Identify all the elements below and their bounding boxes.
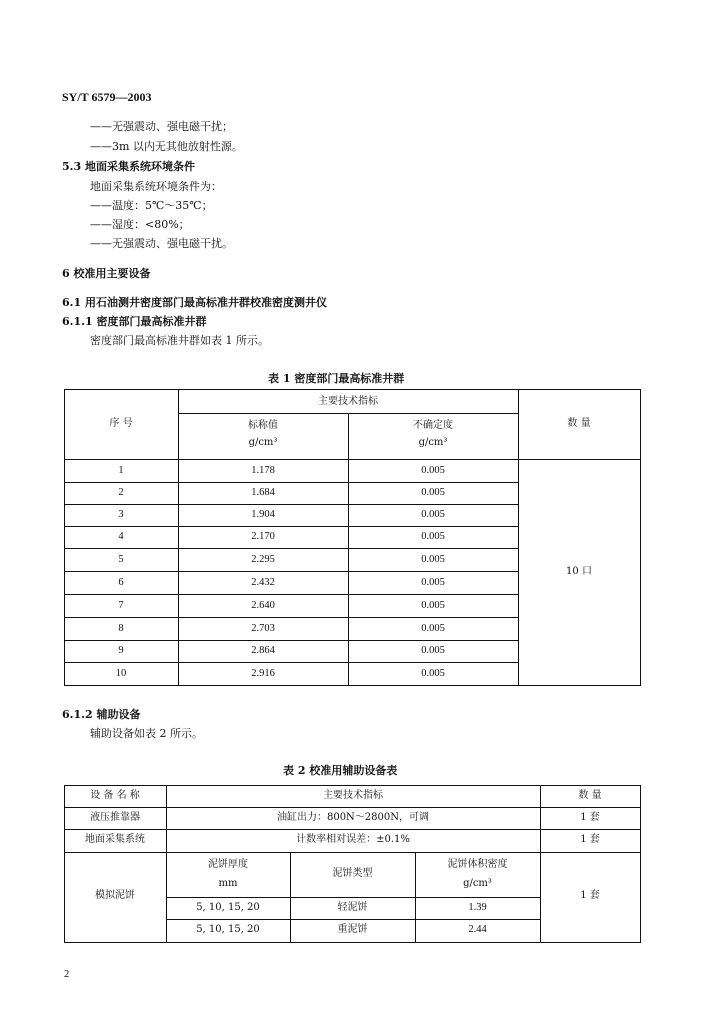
list-item: ——3m 以内无其他放射性源。	[90, 140, 243, 153]
page-number: 2	[64, 969, 70, 980]
paragraph: 辅助设备如表 2 所示。	[90, 727, 203, 740]
cell-spec: 计数率相对误差：±0.1%	[296, 834, 410, 845]
cell-name-mud-cake: 模拟泥饼	[95, 890, 135, 901]
cell-uncertainty: 0.005	[421, 645, 445, 656]
cell-nominal: 2.864	[251, 645, 275, 656]
cell-uncertainty: 0.005	[421, 577, 445, 588]
cell-uncertainty: 0.005	[421, 487, 445, 498]
cell-seq: 7	[118, 600, 124, 611]
list-item: ——无强震动、强电磁干扰；	[90, 120, 233, 133]
table-header-uncertainty-unit: g/cm³	[418, 437, 448, 448]
list-item: ——湿度：<80%；	[90, 218, 190, 231]
table-header-quantity: 数 量	[567, 418, 591, 429]
cell-seq: 1	[118, 465, 124, 476]
cell-thickness: 5, 10, 15, 20	[196, 902, 260, 913]
cell-seq: 2	[118, 487, 124, 498]
cell-spec: 油缸出力：800N～2800N，可调	[276, 812, 430, 823]
table-header-seq: 序 号	[109, 418, 133, 429]
cell-density: 2.44	[468, 924, 487, 935]
section-heading-6: 6 校准用主要设备	[62, 267, 151, 280]
cell-name: 地面采集系统	[85, 834, 145, 845]
table-header-main-specs: 主要技术指标	[318, 396, 378, 407]
table-1-caption: 表 1 密度部门最高标准井群	[268, 372, 405, 385]
table-header-uncertainty: 不确定度	[413, 420, 453, 431]
cell-seq: 4	[118, 531, 124, 542]
document-code: SY/T 6579—2003	[62, 90, 152, 104]
subheader-density: 泥饼体积密度	[447, 859, 508, 870]
cell-type: 轻泥饼	[337, 902, 368, 913]
cell-nominal: 2.432	[251, 577, 275, 588]
cell-uncertainty: 0.005	[421, 509, 445, 520]
cell-quantity: 10 口	[566, 566, 592, 577]
cell-uncertainty: 0.005	[421, 465, 445, 476]
subheader-density-unit: g/cm³	[463, 878, 492, 889]
cell-uncertainty: 0.005	[421, 600, 445, 611]
cell-quantity: 1 套	[580, 890, 600, 901]
table-header-spec: 主要技术指标	[323, 790, 383, 801]
subheader-thickness: 泥饼厚度	[208, 859, 248, 870]
cell-seq: 6	[118, 577, 124, 588]
cell-quantity: 1 套	[580, 834, 600, 845]
cell-thickness: 5, 10, 15, 20	[196, 924, 260, 935]
cell-nominal: 2.295	[251, 554, 275, 565]
cell-quantity: 1 套	[580, 812, 600, 823]
paragraph: 密度部门最高标准井群如表 1 所示。	[90, 334, 269, 347]
table-header-nominal-unit: g/cm³	[248, 437, 278, 448]
cell-nominal: 1.904	[251, 509, 275, 520]
table-header-nominal: 标称值	[248, 420, 278, 431]
paragraph: 地面采集系统环境条件为：	[90, 180, 222, 193]
cell-uncertainty: 0.005	[421, 668, 445, 679]
cell-nominal: 2.170	[251, 531, 275, 542]
cell-uncertainty: 0.005	[421, 531, 445, 542]
cell-seq: 10	[115, 668, 127, 679]
cell-type: 重泥饼	[337, 924, 368, 935]
cell-nominal: 1.684	[251, 487, 275, 498]
cell-nominal: 1.178	[251, 465, 275, 476]
cell-nominal: 2.703	[251, 623, 275, 634]
section-heading-6-1-1: 6.1.1 密度部门最高标准井群	[62, 315, 207, 328]
subheader-type: 泥饼类型	[332, 868, 373, 879]
cell-uncertainty: 0.005	[421, 554, 445, 565]
list-item: ——无强震动、强电磁干扰。	[90, 237, 233, 250]
cell-seq: 5	[118, 554, 124, 565]
section-heading-5-3: 5.3 地面采集系统环境条件	[62, 160, 195, 173]
table-header-name: 设 备 名 称	[90, 790, 140, 801]
table-header-quantity: 数 量	[578, 790, 602, 801]
cell-uncertainty: 0.005	[421, 623, 445, 634]
cell-nominal: 2.916	[251, 668, 275, 679]
cell-seq: 8	[118, 623, 124, 634]
cell-density: 1.39	[468, 902, 487, 913]
cell-nominal: 2.640	[251, 600, 275, 611]
section-heading-6-1-2: 6.1.2 辅助设备	[62, 708, 141, 721]
section-heading-6-1: 6.1 用石油测井密度部门最高标准井群校准密度测井仪	[62, 296, 327, 309]
cell-seq: 3	[118, 509, 124, 520]
table-2-caption: 表 2 校准用辅助设备表	[283, 764, 398, 777]
list-item: ——温度：5℃～35℃；	[90, 199, 213, 212]
cell-name: 液压推靠器	[90, 812, 140, 823]
subheader-thickness-unit: mm	[218, 878, 238, 889]
cell-seq: 9	[118, 645, 124, 656]
